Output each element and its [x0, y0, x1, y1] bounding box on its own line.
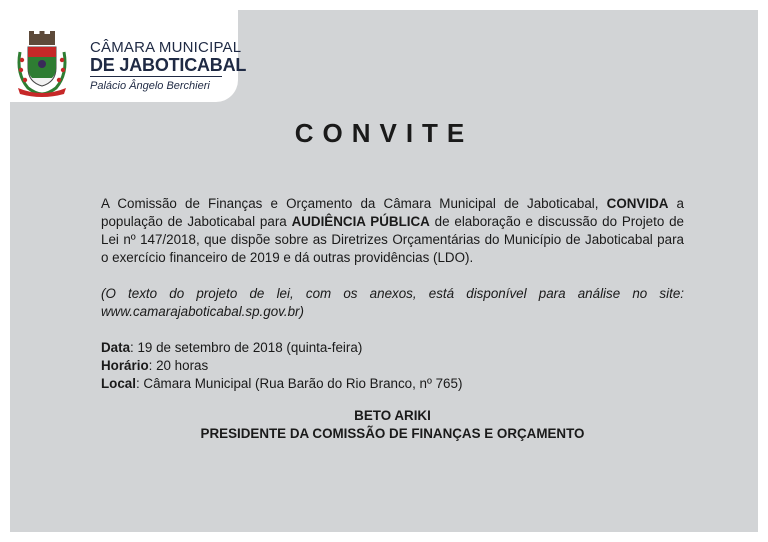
org-divider	[90, 76, 222, 77]
emphasis-audiencia: AUDIÊNCIA PÚBLICA	[291, 214, 430, 229]
signer-name: BETO ARIKI	[354, 408, 431, 423]
location-label: Local	[101, 376, 136, 391]
invitation-paragraph	[101, 195, 684, 267]
event-time	[101, 357, 684, 375]
event-date	[101, 339, 684, 357]
date-value: : 19 de setembro de 2018 (quinta-feira)	[130, 340, 363, 355]
location-value: : Câmara Municipal (Rua Barão do Rio Branco, nº 765)	[135, 376, 463, 391]
header-logo-box	[10, 10, 247, 102]
time-label: Horário	[101, 358, 149, 373]
text-span: a população de Jaboticabal para	[101, 196, 684, 229]
page-title: CONVITE	[294, 118, 474, 148]
invitation-body	[101, 195, 684, 443]
signer-title: PRESIDENTE DA COMISSÃO DE FINANÇAS E ORÇAMENTO	[200, 426, 585, 441]
text-span: A Comissão de Finanças e Orçamento da Câmara Municipal de Jaboticabal,	[101, 196, 607, 211]
website-note: (O texto do projeto de lei, com os anexos, está disponível para análise no site: www.camarajaboticabal.sp.gov.br)	[101, 286, 684, 319]
org-subtitle: Palácio Ângelo Berchieri	[90, 80, 210, 92]
city-crest-icon	[14, 30, 70, 98]
org-name-line1: CÂMARA MUNICIPAL	[90, 39, 242, 56]
text-span: de elaboração e discussão do Projeto de Lei nº 147/2018, que dispõe sobre as Diretrizes Orçamentárias do Município de Jaboticabal para o exercício financeiro de 2019 e dá outras providências (LDO).	[101, 214, 685, 265]
date-label: Data	[101, 340, 131, 355]
invitation-card	[10, 10, 758, 532]
emphasis-convida: CONVIDA	[606, 196, 669, 211]
org-name-line2: DE JABOTICABAL	[90, 55, 247, 75]
time-value: : 20 horas	[148, 358, 209, 373]
event-location	[101, 375, 684, 393]
